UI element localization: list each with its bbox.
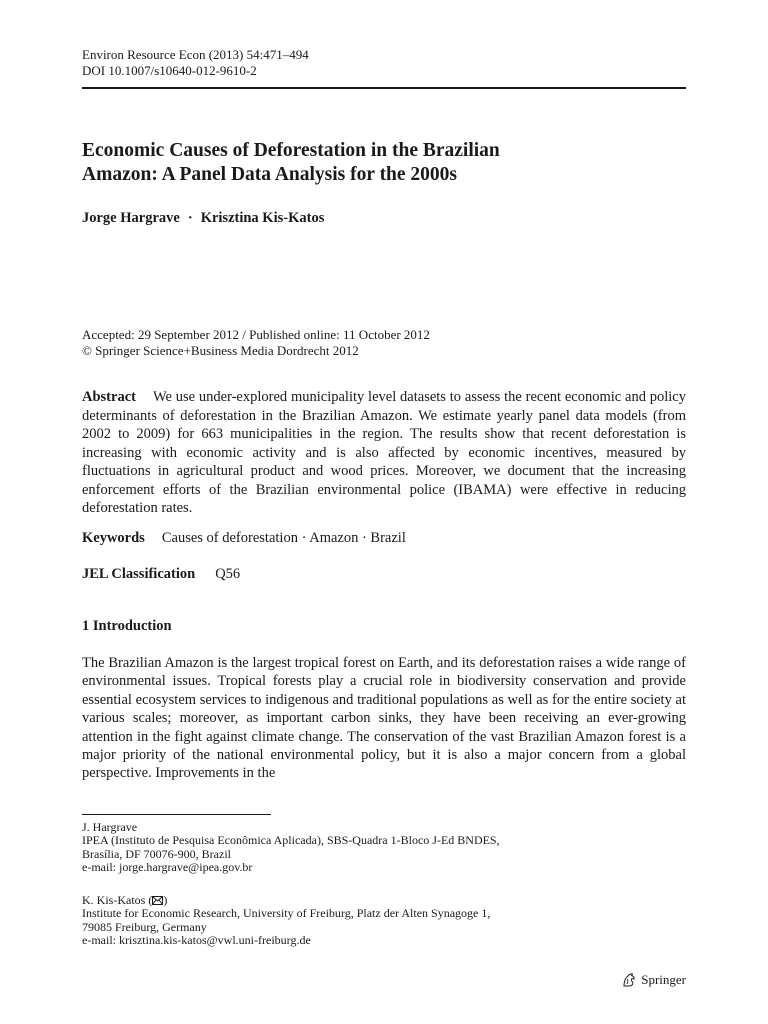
author-affiliation-1 xyxy=(82,821,500,875)
affiliation-author-name: J. Hargrave xyxy=(82,820,138,834)
author-affiliation-2 xyxy=(82,894,490,948)
publication-dates xyxy=(82,327,430,359)
envelope-icon xyxy=(152,896,163,905)
affiliation-address: Brasília, DF 70076-900, Brazil xyxy=(82,846,231,861)
abstract-label: Abstract xyxy=(82,389,136,405)
author-name: Krisztina Kis-Katos xyxy=(200,210,325,226)
jel-label: JEL Classification xyxy=(82,566,196,582)
footnote-rule xyxy=(82,814,271,815)
springer-horse-icon xyxy=(621,972,637,988)
jel-code: Q56 xyxy=(215,566,241,582)
title-line-2: Amazon: A Panel Data Analysis for the 2000s xyxy=(82,164,458,185)
author-list xyxy=(82,209,324,227)
header-rule xyxy=(82,87,686,89)
abstract-text: We use under-explored municipality level datasets to assess the recent economic and policy determinants of deforestation in the Brazilian Amazon. We estimate yearly panel data models (from 2002 to 2009) for 663 municipalities in the region. The results show that recent deforestation is increasing with economic activity and is also affected by economic incentives, measured by fluctuations in agricultural product and wood prices. Moreover, we document that the increasing enforcement efforts of the Brazilian environmental police (IBAMA) were effective in reducing deforestation rates. xyxy=(82,389,686,516)
journal-citation: Environ Resource Econ (2013) 54:471–494 xyxy=(82,47,309,62)
keywords-text: Causes of deforestation · Amazon · Brazil xyxy=(161,530,406,546)
introduction-text: The Brazilian Amazon is the largest tropical forest on Earth, and its deforestation raises a wide range of environmental issues. Tropical forests play a crucial role in biodiversity conservation and provide essential ecosystem services to indigenous and traditional populations as well as for the entire society at various scales; moreover, as important carbon sinks, they have been receiving an ever-growing attention in the fight against climate change. The conservation of the vast Brazilian Amazon forest is a major priority of the national environmental policy, but it is also a major concern from a global perspective. Improvements in the xyxy=(82,655,686,782)
author-email[interactable]: e-mail: krisztina.kis-katos@vwl.uni-freiburg.de xyxy=(82,933,311,948)
affiliation-address: Institute for Economic Research, University of Freiburg, Platz der Alten Synagoge 1, xyxy=(82,906,491,921)
paper-page xyxy=(82,0,686,1024)
publisher-logo xyxy=(621,972,686,988)
doi-line: DOI 10.1007/s10640-012-9610-2 xyxy=(82,63,257,78)
affiliation-author-name: K. Kis-Katos ( ) xyxy=(82,893,168,907)
keywords-label: Keywords xyxy=(82,530,145,546)
jel-classification xyxy=(82,565,240,583)
section-heading: 1 Introduction xyxy=(82,618,172,634)
title-line-1: Economic Causes of Deforestation in the Brazilian xyxy=(82,140,500,161)
author-name: Jorge Hargrave xyxy=(82,210,180,226)
affiliation-address: 79085 Freiburg, Germany xyxy=(82,919,207,934)
publisher-name: Springer xyxy=(641,972,686,987)
accepted-published-line: Accepted: 29 September 2012 / Published online: 11 October 2012 xyxy=(82,327,430,342)
abstract xyxy=(82,388,686,518)
journal-header xyxy=(82,47,309,79)
paper-title xyxy=(82,139,686,187)
affiliation-address: IPEA (Instituto de Pesquisa Econômica Aplicada), SBS-Quadra 1-Bloco J-Ed BNDES, xyxy=(82,833,500,848)
copyright-line: © Springer Science+Business Media Dordrecht 2012 xyxy=(82,343,359,358)
author-email[interactable]: e-mail: jorge.hargrave@ipea.gov.br xyxy=(82,860,253,875)
author-separator: · xyxy=(187,210,193,226)
keywords xyxy=(82,529,406,547)
